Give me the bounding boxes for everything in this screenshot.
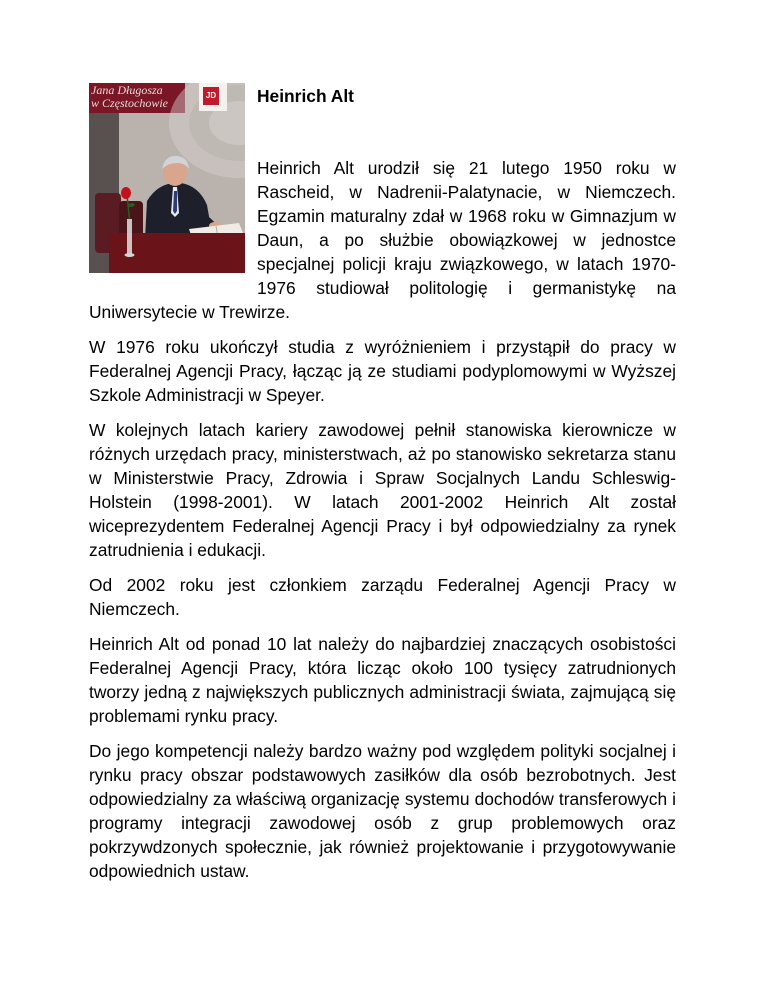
paragraph-career: W kolejnych latach kariery zawodowej pełnił stanowiska kierownicze w różnych urzędach pracy, ministerstwach, aż po stanowisko sekretarza stanu w Ministerstwie Pracy, Zdrowia i Spraw Socjalnych Landu Schleswig-Holstein (1998-2001). W latach 2001-2002 Heinrich Alt został wiceprezydentem Federalnej Agencji Pracy i był odpowiedzialny za rynek zatrudnienia i edukacji.: [89, 420, 676, 560]
document-page: [89, 83, 676, 894]
portrait-illustration: [89, 83, 245, 273]
paragraph-biography-intro: Heinrich Alt urodził się 21 lutego 1950 roku w Rascheid, w Nadrenii-Palatynacie, w Niemczech. Egzamin maturalny zdał w 1968 roku w Gimnazjum w Daun, a po służbie obowiązkowej w jednostce specjalnej policji kraju związkowego, w latach 1970-1976 studiował politologię i germanistykę na Uniwersytecie w Trewirze.: [89, 158, 676, 322]
university-logo: JD: [205, 91, 217, 100]
paragraph-studies: W 1976 roku ukończył studia z wyróżnieniem i przystąpił do pracy w Federalnej Agencji Pracy, łącząc ją ze studiami podyplomowymi w Wyższej Szkole Administracji w Speyer.: [89, 337, 676, 405]
paragraph-competencies: Do jego kompetencji należy bardzo ważny pod względem polityki socjalnej i rynku pracy obszar podstawowych zasiłków dla osób bezrobotnych. Jest odpowiedzialny za właściwą organizację systemu dochodów transferowych i programy integracji zawodowej osób z grup problemowych oraz pokrzywdzonych społecznie, jak również projektowanie i przygotowywanie odpowiednich ustaw.: [89, 741, 676, 881]
paragraph-board-member: Od 2002 roku jest członkiem zarządu Federalnej Agencji Pracy w Niemczech.: [89, 575, 676, 619]
document-title: Heinrich Alt: [257, 86, 354, 106]
paragraph-agency-significance: Heinrich Alt od ponad 10 lat należy do najbardziej znaczących osobistości Federalnej Agencji Pracy, która licząc około 100 tysięcy zatrudnionych tworzy jedną z największych publicznych administracji świata, zajmującą się problemami rynku pracy.: [89, 634, 676, 726]
portrait-photo: [89, 83, 245, 273]
photo-caption: Jana Długosza w Częstochowie: [91, 83, 168, 110]
